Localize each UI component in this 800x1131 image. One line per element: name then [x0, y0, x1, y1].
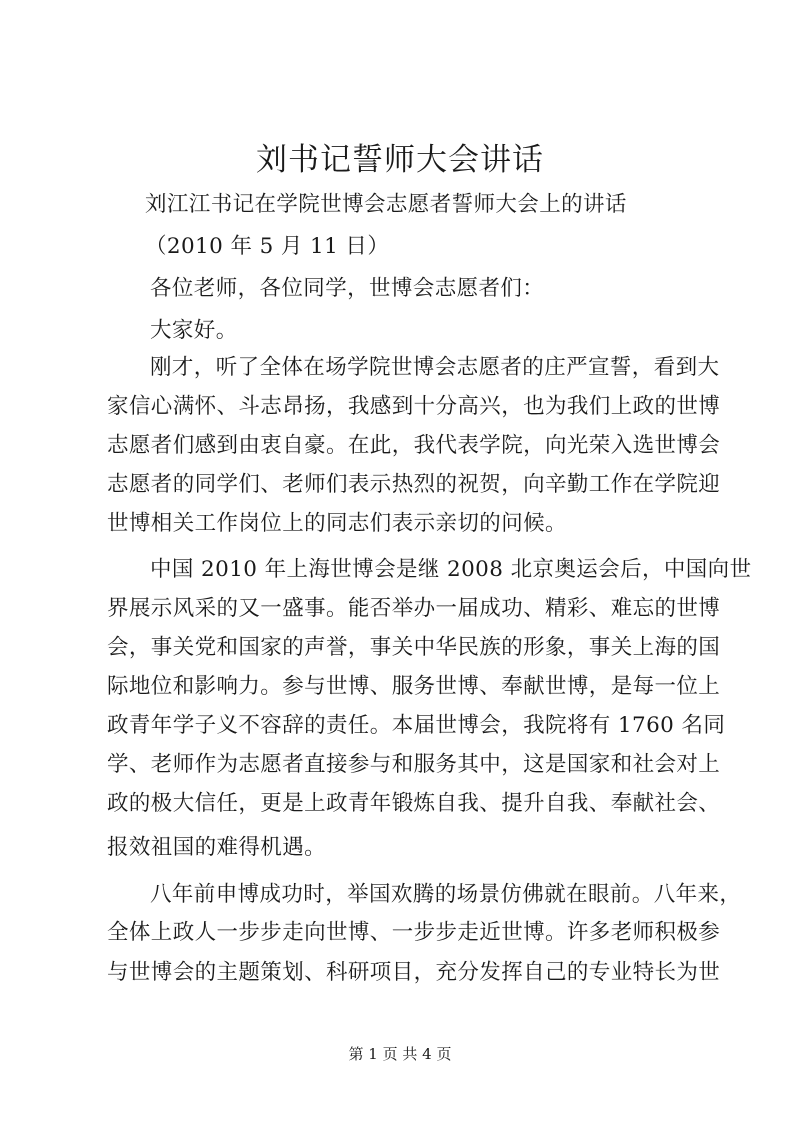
- paragraph2-line: 学、老师作为志愿者直接参与和服务其中，这是国家和社会对上: [107, 752, 721, 777]
- paragraph3-line: 与世博会的主题策划、科研项目，充分发挥自己的专业特长为世: [107, 960, 721, 985]
- paragraph3-line: 全体上政人一步步走向世博、一步步走近世博。许多老师积极参: [107, 920, 721, 945]
- paragraph1-line: 刚才，听了全体在场学院世博会志愿者的庄严宣誓，看到大: [150, 355, 720, 380]
- paragraph1-line: 志愿者的同学们、老师们表示热烈的祝贺，向辛勤工作在学院迎: [107, 472, 721, 497]
- greeting: 大家好。: [150, 318, 238, 343]
- paragraph1-line: 家信心满怀、斗志昂扬，我感到十分高兴，也为我们上政的世博: [107, 394, 721, 419]
- paragraph2-line: 界展示风采的又一盛事。能否举办一届成功、精彩、难忘的世博: [107, 596, 721, 621]
- page-footer: 第 1 页 共 4 页: [348, 1045, 452, 1063]
- document-title: 刘书记誓师大会讲话: [256, 142, 544, 178]
- paragraph2-line: 会，事关党和国家的声誉，事关中华民族的形象，事关上海的国: [107, 635, 721, 660]
- subtitle: 刘江江书记在学院世博会志愿者誓师大会上的讲话: [145, 192, 627, 217]
- paragraph2-line: 际地位和影响力。参与世博、服务世博、奉献世博，是每一位上: [107, 674, 721, 699]
- paragraph2-line: 政青年学子义不容辞的责任。本届世博会，我院将有 1760 名同: [107, 713, 726, 738]
- paragraph2-line: 中国 2010 年上海世博会是继 2008 北京奥运会后，中国向世: [150, 557, 752, 582]
- paragraph2-line: 政的极大信任，更是上政青年锻炼自我、提升自我、奉献社会、: [107, 791, 721, 816]
- paragraph1-line: 世博相关工作岗位上的同志们表示亲切的问候。: [107, 511, 567, 536]
- date-line: （2010 年 5 月 11 日）: [145, 234, 390, 259]
- paragraph2-line: 报效祖国的难得机遇。: [107, 835, 327, 860]
- paragraph3-line: 八年前申博成功时，举国欢腾的场景仿佛就在眼前。八年来，: [150, 882, 742, 907]
- salutation: 各位老师，各位同学，世博会志愿者们：: [150, 276, 545, 301]
- paragraph1-line: 志愿者们感到由衷自豪。在此，我代表学院，向光荣入选世博会: [107, 433, 721, 458]
